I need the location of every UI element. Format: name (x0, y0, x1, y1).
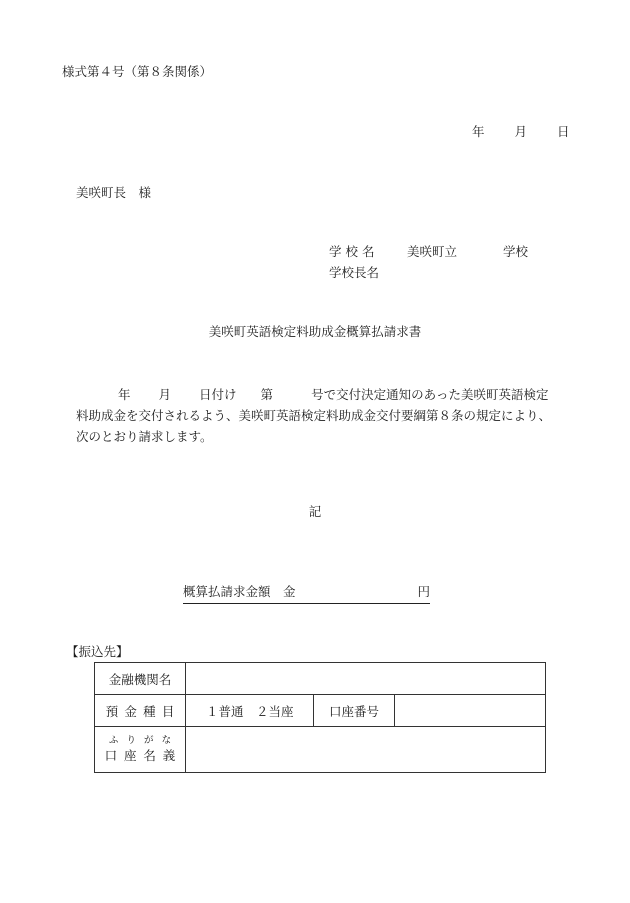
body-line-1-rest: 号で交付決定通知のあった美咲町英語検定 (311, 387, 549, 402)
form-number: 様式第４号（第８条関係） (62, 64, 213, 79)
date-year: 年 (472, 124, 485, 139)
account-name-label: 口座名義 (104, 748, 183, 763)
principal-row (329, 267, 528, 288)
body-dai: 第 (260, 387, 274, 402)
deposit-type-label-cell (95, 695, 186, 727)
date-month: 月 (514, 124, 528, 139)
addressee: 美咲町長 様 (76, 185, 152, 200)
body-line-3: 次のとおり請求します。 (76, 429, 213, 444)
amount-unit: 円 (417, 584, 431, 599)
school-name-label: 学 校 名 (329, 244, 375, 259)
document-title: 美咲町英語検定料助成金概算払請求書 (208, 324, 422, 339)
amount-line (183, 586, 430, 599)
school-name-prefix: 美咲町立 (407, 244, 458, 259)
account-name-furigana: ふりがな (108, 735, 180, 746)
amount-label: 概算払請求金額 金 (183, 584, 296, 599)
table-row-account-name (95, 727, 546, 773)
school-name-row (329, 246, 528, 267)
date-day: 日 (557, 124, 570, 139)
deposit-type-label: 預金種目 (105, 703, 181, 719)
school-block (329, 246, 528, 288)
account-name-label-cell (95, 727, 186, 773)
account-name-value-cell (186, 727, 546, 773)
body-month: 月 (158, 387, 172, 402)
deposit-type-options-cell (186, 695, 314, 727)
transfer-destination-label: 【振込先】 (66, 644, 129, 659)
body-text (76, 384, 551, 447)
institution-label: 金融機関名 (108, 671, 172, 687)
date-line (472, 126, 570, 139)
account-number-value-cell (395, 695, 546, 727)
account-number-label-cell (314, 695, 395, 727)
institution-value-cell (186, 663, 546, 695)
table-row-deposit (95, 695, 546, 727)
body-dated: 日付け (199, 387, 237, 402)
table-row-institution (95, 663, 546, 695)
school-name-suffix: 学校 (503, 244, 529, 259)
deposit-type-options: １普通 ２当座 (206, 703, 294, 719)
ki-heading: 記 (308, 504, 322, 519)
bank-account-table (94, 662, 546, 773)
body-line-1 (76, 384, 551, 405)
institution-label-cell (95, 663, 186, 695)
amount-underline (183, 603, 430, 604)
body-line-2: 料助成金を交付されるよう、美咲町英語検定料助成金交付要綱第８条の規定により、 (76, 408, 552, 423)
body-year: 年 (118, 387, 131, 402)
principal-label: 学校長名 (329, 265, 380, 280)
account-number-label: 口座番号 (328, 703, 379, 719)
